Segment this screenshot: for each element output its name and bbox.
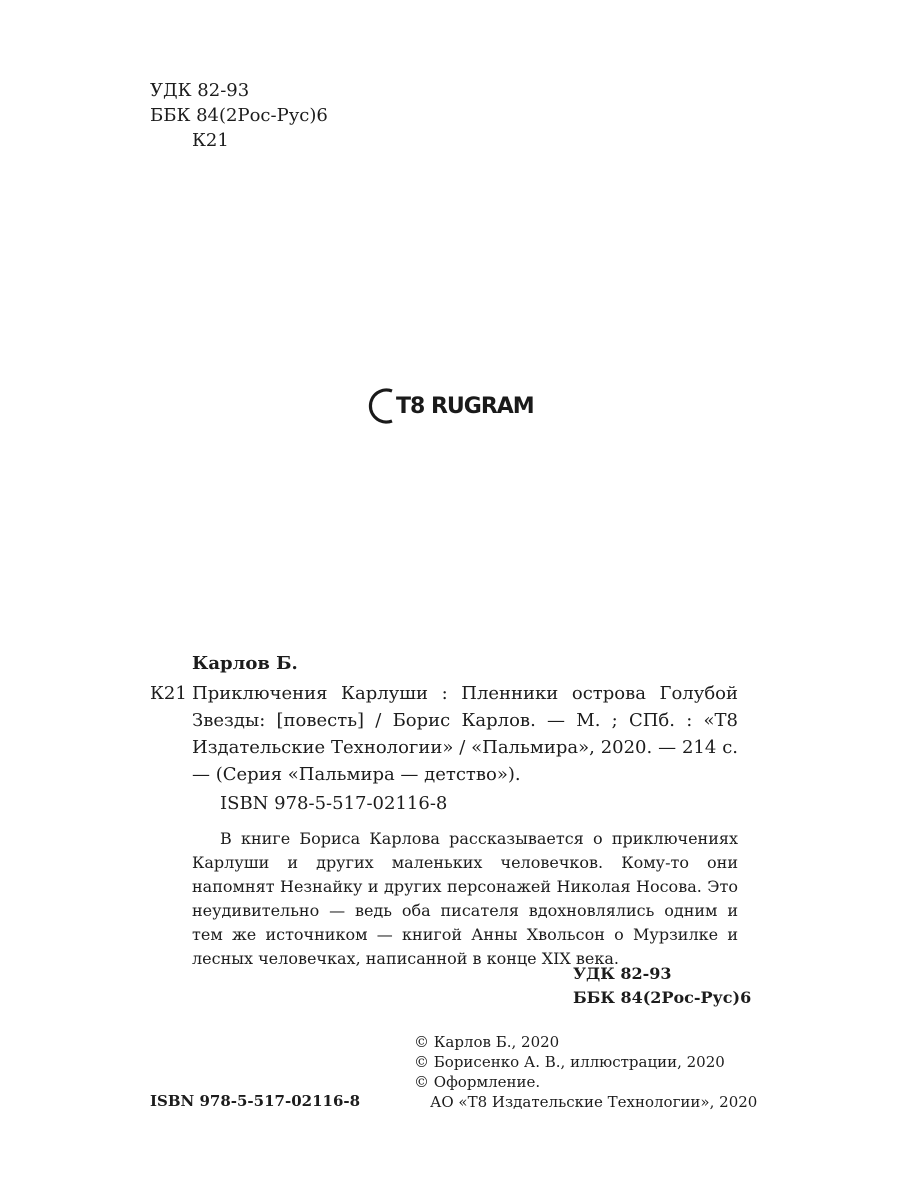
copyright-block: [414, 1032, 757, 1112]
bibliographic-description: Приключения Карлуши : Пленники острова Голубой Звезды: [повесть] / Борис Карлов. — М. ; СПб. : «Т8 Издательские Технологии» / «Пальмира», 2020. — 214 с. — (Серия «Пальмира — детство»).: [192, 683, 738, 785]
udk-code: УДК 82-93: [150, 80, 250, 101]
catalog-code: К21: [150, 683, 187, 704]
book-annotation: В книге Бориса Карлова рассказывается о приключениях Карлуши и других маленьких человечков. Кому-то они напомнят Незнайку и других персонажей Николая Носова. Это неудивительно — ведь оба писателя вдохновлялись одним и тем же источником — книгой Анны Хвольсон о Мурзилке и лесных человечках, написанной в конце XIX века.: [192, 829, 738, 968]
classification-codes-top: [150, 78, 328, 153]
isbn-bottom: ISBN 978-5-517-02116-8: [150, 1092, 361, 1110]
udk-code-bottom: УДК 82-93: [573, 964, 672, 983]
copyright-illustrations: © Борисенко А. В., иллюстрации, 2020: [414, 1053, 725, 1071]
copyright-publisher: АО «Т8 Издательские Технологии», 2020: [430, 1093, 758, 1111]
logo-text: T8 RUGRAM: [396, 393, 534, 419]
classification-codes-bottom: [573, 962, 751, 1010]
bbk-code-bottom: ББК 84(2Рос-Рус)6: [573, 988, 752, 1007]
isbn: ISBN 978-5-517-02116-8: [220, 793, 448, 814]
copyright-design: © Оформление.: [414, 1073, 541, 1091]
book-author: Карлов Б.: [192, 653, 298, 674]
author-mark: К21: [192, 130, 229, 151]
publisher-logo: [368, 386, 534, 426]
t8-logo-icon: [368, 386, 398, 426]
copyright-author: © Карлов Б., 2020: [414, 1033, 560, 1051]
bbk-code: ББК 84(2Рос-Рус)6: [150, 105, 328, 126]
